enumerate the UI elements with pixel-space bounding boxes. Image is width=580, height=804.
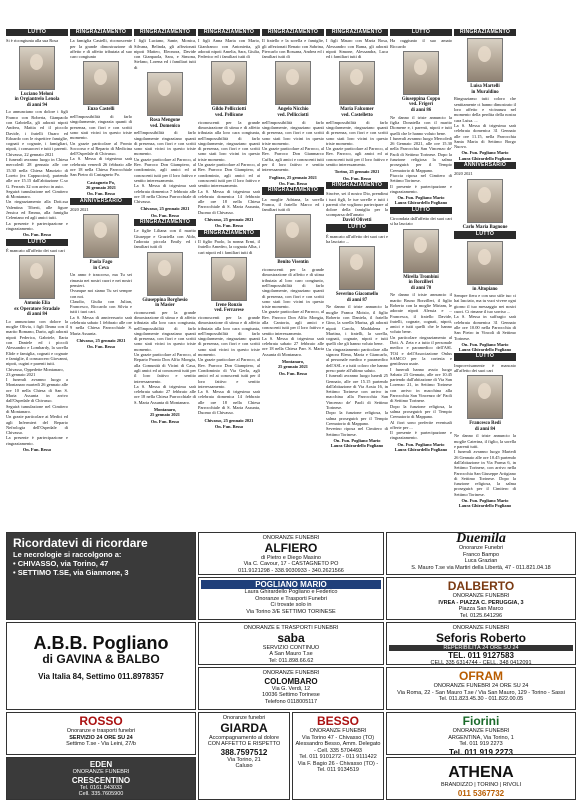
obituary-intro: Circondata dall'affetto dei suoi cari si ha lasciato xyxy=(390,216,452,227)
obituary-notice xyxy=(454,231,516,352)
obituary-header: RINGRAZIAMENTO xyxy=(262,29,324,36)
obituary-intro: Si è ricongiunta alla sua Rosa xyxy=(6,38,59,44)
obituary-name: Irene Ronzio ved. Ferrarese xyxy=(214,302,244,314)
ad-pair xyxy=(198,712,384,800)
ad-rosso-hours: SERVIZIO 24 ORE SU 24 xyxy=(69,734,133,741)
obituary-column xyxy=(390,28,452,528)
ad-colombaro-addr: Via G. Verdi, 12 xyxy=(271,685,311,692)
obituary-notice xyxy=(262,187,324,376)
obituary-signature: On. Fun. Besso xyxy=(22,447,52,452)
obituary-header: LUTTO xyxy=(326,224,388,231)
obituary-intro: La famiglia Castelli, riconoscente per la grande dimostrazione di affetto e di affetto tributata al suo caro congiunto xyxy=(70,38,132,60)
ad-eden-owner: CRESCENTINO xyxy=(71,775,131,785)
ad-fiorini-name: Fiorini xyxy=(462,714,500,728)
obituary-signature: On. Fun. Besso xyxy=(150,418,180,424)
obituary-column xyxy=(70,28,132,528)
obituary-body: Lo annunciano con dolore la moglie Olivia, i figli Ileana con il marito Romano, Dario, agli adorati nipoti Federica, Gabriele, Ilaria con Daniele ed i piccoli Alessandro e Lombardy, la sorella Elide e famiglia, cognati e cognate e famiglie, il consuocero Giovanni, nipoti, cugini e parenti tutti. Chivasso, Oppedette Montanaro, 23 gennaio 2021 I funerali avranno luogo a Montanaro martedì 26 gennaio alle ore 10 nella Chiesa di San S. Maria Assunta in arrivo dall'Ospedale di Chivasso. Seguirà tumulazione nel Cimitero di Montanaro. Un grazie particolare ai Medici ed agli Infermieri del Reparto Nefrologia dell'Ospedale di Chivasso. La presente è partecipazione e ringraziamento. xyxy=(6,318,68,446)
obituary-name: Enzo Castelli xyxy=(87,107,115,113)
obituary-place-date: Montanaro, 25 gennaio 2021 xyxy=(277,359,308,370)
ad-dalberto-name: DALBERTO xyxy=(447,579,515,593)
obituary-signature: On. Fun. Pogliano Mario Laura Ghirardello Pogliano xyxy=(458,341,512,353)
obituary-place-date: Torino, 25 gennaio 2021 xyxy=(334,169,380,175)
obituary-header: RINGRAZIAMENTO xyxy=(198,29,260,36)
ad-pogliano-l2: Ci trovate solo in xyxy=(270,602,312,608)
obituary-header: LUTTO xyxy=(6,239,68,246)
obituary-intro: Sincère, sei il nostro Dio, prendimi i tuoi figli, le tue sorelle e tutti i parenti che vogliono partecipare al dolore della famiglia per la scomparsa dell'amato xyxy=(326,191,388,218)
obituary-header: RINGRAZIAMENTO xyxy=(326,29,388,36)
ad-giarda-addr: Via Torino, 21 Caluso xyxy=(227,756,261,769)
obituary-notice xyxy=(454,353,516,508)
ad-ofram xyxy=(386,667,576,710)
obituary-intro: Ha raggiunto il suo amato Riccardo xyxy=(390,38,452,49)
ad-abb xyxy=(6,622,196,710)
obituary-signature: On. Fun. Besso xyxy=(214,223,244,229)
obituary-body: Un anno è trascorso, ma Tu sei rimasta nei nostri cuori e nei nostri pensieri. Ovunque noi siamo Tu sei sempre con noi. Claudio, Giulia con Julian, Francesco, Riccardo con Silvia e tutti i tuoi cari. La S. Messa di anniversario sarà celebrata sabato 1 febbraio alle ore 9 nella Chiesa Parrocchiale S. Maria Assunta. xyxy=(70,272,132,336)
obituary-notice xyxy=(326,182,388,223)
obituary-name: Luciano Meloni in Orgiantrelo Lenola di anni 94 xyxy=(14,91,60,108)
ad-fiorini xyxy=(386,712,576,755)
ad-dalberto xyxy=(386,577,576,620)
ad-colombaro-city: 10036 Settimo Torinese xyxy=(262,692,320,698)
obituary-notice xyxy=(454,162,516,230)
ad-ofram-tel: Tel. 011.823.45.30 - 011.822.00.05 xyxy=(438,696,524,702)
obituaries-section xyxy=(6,28,576,528)
obituary-header: RINGRAZIAMENTO xyxy=(262,187,324,194)
obituary-name: Giuseppina Borghesio in Masier xyxy=(142,297,188,309)
ad-besso-name: BESSO xyxy=(316,714,359,728)
obituary-name: Mirella Trombini in Borzilleri di anni 70 xyxy=(403,274,439,291)
obituary-name: Carlo Maria Bagnone xyxy=(462,224,508,230)
ad-alfiero-tel: 011.9121298 - 338.9030933 - 340.2621566 xyxy=(238,567,344,574)
obituary-place-date: Chivasso, 25 gennaio 2021 xyxy=(76,337,126,343)
ad-rosso-sub: Onoranze e trasporti funebri xyxy=(66,728,136,734)
obituary-photo xyxy=(19,46,55,90)
obituary-body: nell'impossibilità di farlo singolarmente, ringraziano quanti di presenza, con fiori e con scritti sono stati loro vicini in questo triste momento. Un grazie particolare al Parroco, al Rev. Parroco Don Gianmarco Cuffia, agli amici e conoscenti tutti per il loro fattivo e sentito interessamento. xyxy=(262,119,324,173)
obituary-notice xyxy=(390,29,452,206)
obituary-notice xyxy=(198,230,260,430)
ad-pogliano-sub: Laura Ghirardello Pogliano e Federico xyxy=(244,589,338,595)
obituary-column xyxy=(198,28,260,528)
obituary-body: Sempre fiera e con uno stile tuo ci hai lasciato, ma tu vuoi vivere ogni giorno il tuo messaggio nei nostri cuori. Ci rimane il tuo sorriso ... La S. Messa in suffragio sarà celebrata domenica 31 Gennaio alle ore 10.00 nella Parrocchia di San Pietro in Vincoli di Settimo Torinese. xyxy=(454,293,516,341)
obituary-header: LUTTO xyxy=(6,29,68,36)
ad-fiorini-sub: ONORANZE FUNEBRI xyxy=(452,728,510,734)
ad-colombaro-name: COLOMBARO xyxy=(264,676,318,686)
obituary-intro: 2020 2021 xyxy=(70,206,89,212)
obituary-name: Maria Falcomer ved. Castelletto xyxy=(340,107,374,119)
obituary-place-date: Chivasso, 25 gennaio 2021 xyxy=(140,206,190,212)
ad-saba-sub: SERVIZIO CONTINUO xyxy=(262,644,320,651)
obituary-notice xyxy=(198,29,260,229)
obituary-name: Francesco Redi di anni 84 xyxy=(469,421,501,432)
ad-duemila xyxy=(386,532,576,575)
obituary-signature: On. Fun. Besso xyxy=(150,212,180,218)
obituary-body: Ringraziamo tutti coloro che sentitamente ci hanno dimostrato il loro affetto e vicinanza nel momento della perdita della nostra cara Luisa. ... La S. Messa di trigesima sarà celebrata domenica 31 Gennaio alle ore 11.15, nella Parrocchia Santa Maria di Settimo Borgo Nuovo. xyxy=(454,96,516,150)
obituary-body: Ne danno il triste annuncio il marito Bruno Borzilleri, il figlio Roberto con la moglie Miriam, le adorate nipoti Alessia e ... Francesca, il fratello Davide, fratelli, cognate, cognati, nipoti, amici e tutti quelli che le hanno voluto bene. Un particolare ringraziamento al Dott. A. Zeta e a tutto il personale medico e paramedico dell'ASL TO4 e dell'Associazione Onlus SAMCO per la cortesia e gentilezza usate. I funerali hanno avuto luogo Sabato 23 Gennaio, alle ore 10.45 partendo dall'abitazione di Via San Lorenzo 21, in Settimo Torinese con arrivo in macchina alla Parrocchia San Vincenzo de' Paoli di Settimo Torinese. Dopo la funzione religiosa, la salma proseguirà per il Tempio Crematorio di Mappano. Al fiori sono preferite eventuali offerte per ... Il presente è partecipazione e ringraziamento. xyxy=(390,292,452,441)
obituary-name: Gildo Pellicciotti ved. Pellicone xyxy=(211,107,247,119)
obituary-signature: On. Fun. Besso xyxy=(342,175,372,181)
obituary-photo xyxy=(83,61,119,105)
ad-seforis-tel: TEL. 011 9127583 xyxy=(448,651,514,660)
obituary-name: Antonio Elia ex Operatore Stradale di anni 84 xyxy=(14,301,60,318)
ad-besso xyxy=(292,712,384,800)
obituary-signature: On. Fun. Pogliano Mario Laura Ghirardello Pogliano xyxy=(394,195,448,206)
obituary-place-date: Montanaro, 25 gennaio 2021 xyxy=(149,407,180,418)
ad-ricordatevi xyxy=(6,532,196,620)
ad-dalberto-tel: Tel. 0125.641296 xyxy=(459,612,503,619)
ad-seforis-sub: REPERIBILITÀ 24 ORE SU 24 xyxy=(389,645,573,652)
obituary-body: riconoscenti per la grande dimostrazione di affetto e di stima tributata al loro caro congiunto, nell'impossibilità di farlo singolarmente, ringraziano quanti di presenza, con fiori e con scritti sono stati loro vicini in questo triste momento. Un grazie particolare al Parroco, al Rev. Parroco Don Alfio Mongia, alla Cantoria, agli amici e conoscenti tutti per il loro fattivo e sentito interessamento. La S. Messa di trigesima sarà celebrata sabato 27 febbraio alle ore 18 nella Chiesa Parr. S. Maria Assunta di Montanaro. xyxy=(262,267,324,357)
obituary-intro: 2020 2021 xyxy=(454,171,473,177)
ad-duemila-name: Duemila xyxy=(456,532,506,546)
obituary-header: RINGRAZIAMENTO xyxy=(70,29,132,36)
obituary-signature: On. Fun. Besso xyxy=(86,191,116,197)
ad-besso-tel: Tel. 011 9101272 - 011 9111422 xyxy=(299,754,377,760)
obituary-header: RINGRAZIAMENTO xyxy=(198,230,260,237)
ad-saba-brand: ONORANZE E TRASPORTI FUNEBRI xyxy=(243,625,339,631)
ad-pogliano-l1: Onoranze e Trasporti Funebri xyxy=(255,595,327,602)
ad-giarda-name: GIARDA xyxy=(220,720,268,735)
obituary-signature: On. Fun. Besso xyxy=(22,232,52,238)
obituary-place-date: Chivasso, 25 gennaio 2021 xyxy=(204,217,254,223)
obituary-signature: On. Fun. Besso xyxy=(86,344,116,350)
obituary-place-date: Castagneto Po, 26 gennaio 2021 xyxy=(85,179,116,190)
obituary-body: nell'impossibilità di farlo singolarmente, ringrazia quanti di presenza, con fiori e con scritti sono stati vicini in questo triste momento. Un grazie particolare al Pronto Soccorso e al Reparto di Medicina dell'Ospedale di Chivasso. La S. Messa di trigesima sarà celebrata venerdì 26 febbraio alle ore 18 nella Chiesa Parrocchiale San Pietro di Castagneto Po. xyxy=(70,114,132,178)
ad-saba xyxy=(198,622,384,665)
ad-besso-addr: Via Torino 47 - Chivasso (TO) xyxy=(301,734,375,741)
ad-giarda xyxy=(198,712,290,800)
ad-ricordatevi-title: Ricordatevi di ricordare xyxy=(13,536,148,550)
ad-ricordatevi-line1: • CHIVASSO, via Torino, 47 xyxy=(13,559,109,568)
ad-rosso-addr: Settimo T.se - Via Leini, 27/b xyxy=(66,741,136,747)
ad-eden xyxy=(6,757,196,800)
obituary-name: Rosa Mengone ved. Domenico xyxy=(149,118,181,129)
obituary-header: LUTTO xyxy=(454,353,516,360)
ad-seforis-name: Seforis Roberto xyxy=(435,630,526,645)
ad-ricordatevi-line2: • SETTIMO T.SE, via Giannone, 3 xyxy=(13,568,129,577)
ad-athena xyxy=(386,757,576,800)
obituary-signature: On. Fun. Besso xyxy=(214,423,244,429)
obituary-column xyxy=(262,28,324,528)
ad-saba-addr: A San Mauro T.se xyxy=(269,651,313,657)
obituary-notice xyxy=(390,207,452,453)
obituary-place-date: Chivasso, 25 gennaio 2021 xyxy=(204,417,254,423)
ad-abb-sub: di GAVINA & BALBO xyxy=(42,652,160,666)
obituary-photo xyxy=(211,61,247,105)
obituary-photo xyxy=(147,252,183,296)
obituary-intro: È mancato all'affetto dei suoi cari e ha lasciato ... xyxy=(326,233,388,244)
ad-alfiero xyxy=(198,532,384,575)
ad-besso-sub: ONORANZE FUNEBRI xyxy=(309,728,367,734)
ad-abb-addr: Via Italia 84, Settimo 011.8978357 xyxy=(38,672,164,681)
obituary-header: RINGRAZIAMENTO xyxy=(454,29,516,36)
ad-rosso xyxy=(6,712,196,755)
obituary-body: riconoscenti per la grande dimostrazione di stima e di affetto tributata alla loro cara congiunta, nell'impossibilità di farlo singolarmente, ringraziano quanti di presenza, con fiori e con scritti sono stati loro vicini in questo triste momento. Un grazie particolare al Parroco, al Rev. Parroco Don Giampiero, al condominio, agli amici ed ai conoscenti tutti per il loro fattivo e sentito interessamento. La S. Messa di trigesima sarà celebrata domenica 14 febbraio alle ore 18 nella Chiesa Parrocchiale di S. Maria Assunta, Duomo di Chivasso. xyxy=(198,119,260,215)
ad-eden-sub: ONORANZE FUNEBRI xyxy=(72,769,130,775)
obituary-photo xyxy=(403,51,439,95)
ad-duemila-tag: Onoranze Funebri xyxy=(458,545,504,551)
ad-fiorini-addr: ARGENTINA, Via Torino, 1 Tel. 011 919 2273 xyxy=(448,734,514,747)
ad-alfiero-brand: ONORANZE FUNEBRI xyxy=(262,535,320,541)
obituary-photo xyxy=(467,38,503,82)
obituary-notice xyxy=(70,29,132,197)
obituary-body: Lo annunciano con dolore i figli Franco con Roberta, Gianpaolo con Gabriella, gli adorati nipoti Andrea, Mattia ed il piccolo Davide, i fratelli Ouaro ed Edoardo con le rispettive famiglie, cognati e cognate, i famigliari, nipoti, i consuoceri e tutti i parenti. Chivasso, 22 gennaio 2021 I funerali avranno luogo in Chiesa mercoledì 28 gennaio alle ore 15.30 nella Chiesa Maurizio di Loreto (ex Cappuccini), partendo alle ore 15.15 dall'abitazione C.so G. Ferraris 32 con arrivo in auto. Seguirà tumulazione nel Cimitero di Montanaro. Un ringraziamento alla Dott.ssa Valentina Tiberti, alle figure Jessica ed Emma, alla famiglia Celentano ed agli amici tutti. La presente è partecipazione e ringraziamento. xyxy=(6,109,68,231)
obituary-intro: Improvvisamente è mancato all'affetto dei suoi cari xyxy=(454,362,516,373)
obituary-header: ANNIVERSARIO xyxy=(70,198,132,205)
obituary-body: Ne danno il triste annuncio la moglie Franca Moisio, il figlio Roberto con Daniela, il fratello Gino, la sorella Marisa, gli adorati nipoti Carola, Maddalena e Martina, i fratelli, la sorella, cognati, cognate, nipoti e tutti quelli che gli hanno voluto bene. Un ringraziamento particolare alla signora Elena, Maria e Giancarlo, al personale medico e paramedico dell'ASL e a tutti coloro che hanno preso parte all'ultimo saluto. I funerali avranno luogo lunedì 25 Gennaio, alle ore 15.15 partendo dall'abitazione di Via Aosta 16, in Settimo Torinese con arrivo in macchina alla Parrocchia San Vincenzo de' Paoli di Settimo Torinese. Dopo la funzione religiosa, la salma proseguirà per il Tempio Crematorio di Mappano. Severino riposa nel Cimitero di Settimo Torinese. xyxy=(326,304,388,437)
obituary-photo xyxy=(211,257,247,301)
ad-ofram-name: OFRAM xyxy=(459,669,503,683)
ad-alfiero-addr: Via C. Cavour, 17 - CASTAGNETO PO xyxy=(243,561,339,567)
ad-pogliano xyxy=(198,577,384,620)
ad-dalberto-sub: ONORANZE FUNEBRI xyxy=(452,593,510,599)
obituary-signature: On. Fun. Pogliano Mario Laura Ghirardello Pogliano xyxy=(394,441,448,452)
obituary-body: riconoscenti per la grande dimostrazione di stima e di affetto tributata alla loro cara congiunta, nell'impossibilità di farlo singolarmente, ringraziano quanti di presenza, con fiori e con scritti sono stati vicini in questo triste momento. Un grazie particolare al Parroco, al Rev. Parroco Don Giampiero, al Condominio di Via Gerla, agli amici ed ai conoscenti tutti per il loro fattivo e sentito interessamento. La S. Messa di trigesima sarà celebrata domenica 14 febbraio alle ore 18 nella Chiesa Parrocchiale di S. Maria Assunta, Duomo di Chivasso. xyxy=(198,314,260,416)
obituary-name: Benito Visentin xyxy=(277,260,309,266)
obituary-body: Ne danno il triste annuncio la moglie Caterina, il figlio, la sorella e parenti tutti. I funerali avranno luogo Martedì 26 Gennaio alle ore 10.45 partendo dall'abitazione in Via Parma 6, in Settimo Torinese, con arrivo nella Parrocchia San Giuseppe Artigiano di Settimo Torinese. Dopo la funzione religiosa, la salma proseguirà per il Cimitero di Settimo Torinese. xyxy=(454,433,516,497)
ad-ofram-addr: Via Roma, 22 - San Mauro T.se / Via San Mauro, 129 - Torino - Sassi xyxy=(397,689,565,696)
obituary-name: David Olivetti xyxy=(342,217,372,223)
obituary-notice xyxy=(262,29,324,186)
ad-athena-tel: 011 5367732 xyxy=(457,788,505,798)
ad-duemila-addr: S. Mauro T.se via Martiri della Libertà, 47 - 011.821.04.18 xyxy=(411,564,551,571)
obituary-name: Severino Giacomello di anni 87 xyxy=(335,292,379,303)
obituary-header: RINGRAZIAMENTO xyxy=(134,219,196,226)
obituary-body: nell'impossibilità di farlo singolarmente, ringraziano quanti di presenza, con fiori e con scritti sono stati loro vicini in questo triste momento. Un grazie particolare al Parroco, al Rev. Parroco, agli amici ed ai conoscenti tutti per il loro fattivo e sentito interessamento. xyxy=(326,119,388,168)
obituary-notice xyxy=(326,224,388,448)
ad-giarda-tel: 388.7597512 xyxy=(220,747,268,757)
ad-besso-who: Alessandro Besso, Amm. Delegato - Cell. 335 5704493 xyxy=(295,741,381,754)
ad-rosso-name: ROSSO xyxy=(79,714,123,728)
ad-abb-name: A.B.B. Pogliano xyxy=(33,633,169,653)
obituary-notice xyxy=(6,239,68,453)
ad-athena-sub: BRANDIZZO | TORINO | RIVOLI xyxy=(441,782,521,788)
ad-giarda-brand: Onoranze funebri xyxy=(222,715,266,721)
ad-saba-tel: Tel: 011.898.66.62 xyxy=(268,657,314,664)
obituary-intro: È mancato all'affetto dei suoi cari xyxy=(6,247,65,253)
obituary-header: LUTTO xyxy=(390,29,452,36)
obituary-column xyxy=(326,28,388,528)
obituary-notice xyxy=(326,29,388,181)
obituary-photo xyxy=(339,246,375,290)
obituary-name: Angelo Nicchio ved. Pellicciotti xyxy=(277,107,309,119)
ad-seforis-cell: CELL 335 6314744 - CELL. 348 0412091 xyxy=(430,660,532,665)
obituary-header: RINGRAZIAMENTO xyxy=(326,182,388,189)
obituary-signature: On. Fun. Pogliano Mario Laura Ghirardello Pogliano xyxy=(458,498,512,509)
obituary-photo xyxy=(275,61,311,105)
obituary-photo xyxy=(339,61,375,105)
obituary-intro: Le figlie Liliana con il marito Giuseppe e Graziella con Aldo, l'adorata piccola Emily ed i familiari tutti di xyxy=(134,228,196,250)
obituary-photo xyxy=(83,214,119,258)
ad-seforis xyxy=(386,622,576,665)
obituary-intro: I figli Mauro con Maria Rosa, Alessandro con Rama, gli adorati nipoti Simone, Alessandra, Luca ed i familiari tutti di xyxy=(326,38,388,60)
obituary-signature: On. Fun. Besso xyxy=(278,370,308,376)
obituary-signature: On. Fun. Pogliano Mario Laura Ghirardello Pogliano xyxy=(458,150,512,161)
ad-ricordatevi-subtitle: Le necrologie si raccolgono a: xyxy=(13,550,122,559)
obituary-header: LUTTO xyxy=(454,231,516,238)
obituary-name: Luisa Martelli in Muraldino xyxy=(470,84,500,95)
ad-besso-tel2: Via F. Bagio 26 - Chivasso (TO) - Tel. 011 9134519 xyxy=(297,760,379,773)
ad-pogliano-name: POGLIANO MARIO xyxy=(201,580,381,589)
obituary-header: LUTTO xyxy=(390,207,452,214)
obituary-intro: Il figlio Paolo, la nonna Ermi, il fratello Amedeo, la cognata Alba, i cari nipoti ed i familiari tutti di xyxy=(198,238,260,255)
obituary-name: Paola Fago in Ceva xyxy=(89,260,113,271)
obituary-intro: I figli Luciano, Sante, Monica, Silvana, Belinda, gli affezionati nipoti Matteo, Eleonora, Davide con Gianpaola, Sara, e Simona, Stefano, Lorena ed i familiari tutti di xyxy=(134,38,196,70)
obituary-intro: I figli Anna Maria con Mario, Gianfranco con Antonietta, gli adorati nipoti Amelia, Sara, Giulia, Federico ed i familiari tutti di xyxy=(198,38,260,60)
ad-colombaro-brand: ONORANZE FUNEBRI xyxy=(262,670,320,676)
obituary-photo xyxy=(147,72,183,116)
ad-eden-tel: Tel. 0161.843033 Cell. 335.7605900 xyxy=(78,784,124,797)
ad-fiorini-tel: Tel. 011 919 2273 xyxy=(449,747,513,755)
obituary-header: ANNIVERSARIO xyxy=(454,162,516,169)
ad-athena-name: ATHENA xyxy=(448,764,514,781)
obituary-signature: On. Fun. Besso xyxy=(278,180,308,186)
ad-ofram-sub: ONORANZE FUNEBRI 24 ORE SU 24 xyxy=(433,683,529,689)
obituary-body: nell'impossibilità di farlo singolarmente ringraziano quanti di presenza, con fiori e con scritti sono stati vicini in questo triste momento. Un grazie particolare al Parroco, al Rev. Parroco Don Giampiero, al condominio, agli amici ed ai conoscenti tutti per il loro fattivo e sentito interessamento. La S. Messa di trigesima sarà celebrata domenica 7 febbraio alle ore 10 nella Chiesa Parrocchiale di Chivasso. xyxy=(134,130,196,205)
obituary-notice xyxy=(134,29,196,218)
obituary-column xyxy=(134,28,196,528)
obituary-notice xyxy=(6,29,68,238)
obituary-body: riconoscenti per la grande dimostrazione di stima e di affetto tributata alla loro cara congiunta, nell'impossibilità di farlo singolarmente ringraziano quanti di presenza, con fiori e con scritti sono stati vicini in questo triste momento. Un grazie particolare al Parroco, al Reparto Pronto Don Alfio Mongia, alla Comunità di Vicini di Casa, agli amici ed ai conoscenti tutti per il loro fattivo e sentito interessamento. La S. Messa di trigesima sarà celebrata sabato 27 febbraio alle ore 18 nella Chiesa Parrocchiale di S. Maria Assunta di Montanaro. xyxy=(134,309,196,405)
obituary-photo xyxy=(275,214,311,258)
obituary-body: Ne danno il triste annuncio la figlia Donatella con il marito Diomene e, i parenti, nipoti e tutti quelli che le hanno voluto bene. I funerali avranno luogo Mercoledì 26 Gennaio 2021, alle ore 15.30 nella Parrocchia San Vincenzo de' Paoli di Settimo Torinese. Dopo la funzione religiosa la salma proseguirà per il Tempio Crematorio di Mappano. Piuccia riposa nel Cimitero di Settimo Torinese. Il presente è partecipazione e ringraziamento. xyxy=(390,114,452,194)
ad-giarda-note: Accompagnamento al dolore CON AFFETTO E RISPETTO xyxy=(207,734,281,747)
obituary-column xyxy=(454,28,516,528)
ad-alfiero-sub: di Pietro e Diego Masino xyxy=(261,554,321,561)
obituary-photo xyxy=(403,229,439,273)
ad-eden-name: EDEN xyxy=(89,760,113,769)
obituary-column xyxy=(6,28,68,528)
obituary-photo xyxy=(19,255,55,299)
ad-duemila-who: Franco Bampo Luca Grazian xyxy=(462,551,500,564)
ad-pogliano-l3: Via Torino 3/E SETTIMO TORINESE xyxy=(246,608,336,615)
obituary-name: in Altopiano xyxy=(472,286,498,292)
ad-dalberto-addr2: Piazza San Marco xyxy=(458,606,504,612)
obituary-notice xyxy=(70,198,132,350)
ad-dalberto-addr: IVREA - PIAZZA C. PERUGGIA, 3 xyxy=(438,599,524,606)
ad-colombaro-tel: Telefono 0118005117 xyxy=(264,698,318,705)
obituary-header: RINGRAZIAMENTO xyxy=(134,29,196,36)
obituary-place-date: Foglizzo, 25 gennaio 2021 xyxy=(269,174,317,180)
obituary-photo xyxy=(467,179,503,223)
obituary-intro: Il fratello e la sorella e famiglie, gli affezionati Renato con Sabrina, Piercarlo con Rossana, Andrea ed i familiari tutti di xyxy=(262,38,324,60)
obituary-photo xyxy=(467,241,503,285)
ad-alfiero-name: ALFIERO xyxy=(264,540,318,555)
obituary-notice xyxy=(134,219,196,424)
obituary-intro: La moglie Adriana, la sorella Franca, il fratello Marco ed i familiari tutti di xyxy=(262,196,324,213)
ad-seforis-brand: ONORANZE FUNEBRI xyxy=(452,625,510,631)
obituary-name: Giuseppina Coppo ved. Frigeri di anni 86 xyxy=(401,96,441,114)
ads-section xyxy=(6,532,576,800)
obituary-notice xyxy=(454,29,516,161)
ad-colombaro xyxy=(198,667,384,710)
obituary-signature: On. Fun. Pogliano Mario Laura Ghirardello Pogliano xyxy=(330,437,384,449)
ad-saba-name: saba xyxy=(277,630,305,645)
obituary-photo xyxy=(467,375,503,419)
